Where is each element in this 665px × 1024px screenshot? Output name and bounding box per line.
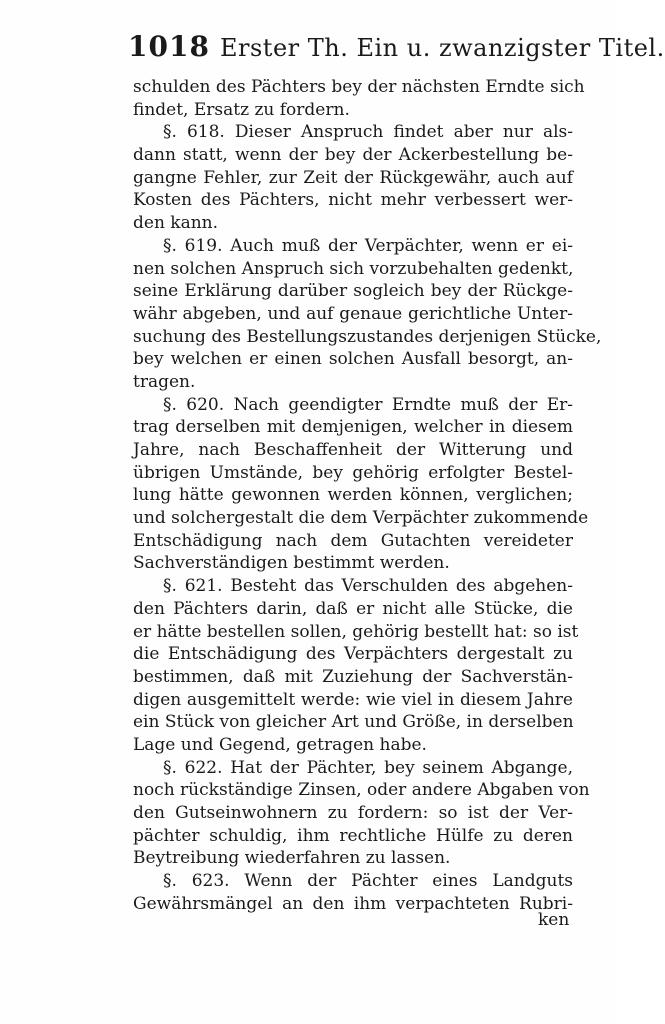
paragraph-622-start: §. 622. Hat der Pächter, bey seinem Abgange, bbox=[163, 757, 573, 778]
text-line: trag derselben mit demjenigen, welcher in diesem bbox=[133, 417, 573, 438]
text-line: bey welchen er einen solchen Ausfall besorgt, an- bbox=[133, 349, 573, 370]
text-line: schulden des Pächters bey der nächsten Erndte sich bbox=[133, 77, 585, 97]
text-line: den kann. bbox=[133, 213, 219, 234]
text-line: suchung des Bestellungszustandes derjenigen Stücke, bbox=[133, 326, 602, 347]
text-line: den Pächters darin, daß er nicht alle Stücke, die bbox=[133, 598, 573, 619]
text-line: Gewährsmängel an den ihm verpachteten Rubri- bbox=[133, 893, 573, 914]
text-line: Sachverständigen bestimmt werden. bbox=[133, 553, 450, 574]
catchword: ken bbox=[538, 910, 570, 930]
page-number: 1018 bbox=[128, 30, 210, 63]
text-line: lung hätte gewonnen werden können, verglichen; bbox=[133, 485, 573, 506]
text-line: und solchergestalt die dem Verpächter zukommende bbox=[133, 508, 589, 529]
text-line: bestimmen, daß mit Zuziehung der Sachverstän- bbox=[133, 666, 573, 687]
running-title: Erster Th. Ein u. zwanzigster Titel. bbox=[220, 34, 665, 62]
text-line: währ abgeben, und auf genaue gerichtliche Unter- bbox=[133, 303, 573, 324]
text-line: die Entschädigung des Verpächters dergestalt zu bbox=[133, 644, 573, 665]
text-line: Kosten des Pächters, nicht mehr verbessert wer- bbox=[133, 190, 573, 211]
text-line: pächter schuldig, ihm rechtliche Hülfe zu deren bbox=[133, 825, 573, 846]
body-text bbox=[133, 76, 602, 915]
text-line: er hätte bestellen sollen, gehörig bestellt hat: so ist bbox=[133, 621, 579, 642]
text-line: dann statt, wenn der bey der Ackerbestellung be- bbox=[133, 145, 573, 166]
paragraph-618-start: §. 618. Dieser Anspruch findet aber nur als- bbox=[163, 122, 573, 143]
text-line: übrigen Umstände, bey gehörig erfolgter Bestel- bbox=[133, 462, 573, 483]
text-line: ein Stück von gleicher Art und Größe, in derselben bbox=[133, 712, 574, 733]
paragraph-620-start: §. 620. Nach geendigter Erndte muß der Er- bbox=[163, 394, 573, 415]
text-line: den Gutseinwohnern zu fordern: so ist der Ver- bbox=[133, 803, 573, 823]
paragraph-621-start: §. 621. Besteht das Verschulden des abgehen- bbox=[163, 576, 573, 597]
text-line: Entschädigung nach dem Gutachten vereideter bbox=[133, 530, 573, 551]
text-line: findet, Ersatz zu fordern. bbox=[133, 99, 350, 120]
text-line: Jahre, nach Beschaffenheit der Witterung und bbox=[133, 440, 573, 460]
text-line: digen ausgemittelt werde: wie viel in diesem Jahre bbox=[133, 689, 573, 710]
text-line: tragen. bbox=[133, 371, 196, 392]
page-header bbox=[128, 30, 665, 70]
paragraph-623-start: §. 623. Wenn der Pächter eines Landguts bbox=[163, 871, 573, 892]
text-line: Beytreibung wiederfahren zu lassen. bbox=[133, 848, 451, 869]
text-line: nen solchen Anspruch sich vorzubehalten gedenkt, bbox=[133, 258, 574, 279]
text-line: noch rückständige Zinsen, oder andere Abgaben von bbox=[133, 780, 590, 801]
text-line: gangne Fehler, zur Zeit der Rückgewähr, auch auf bbox=[133, 167, 573, 188]
text-line: Lage und Gegend, getragen habe. bbox=[133, 734, 427, 755]
text-line: seine Erklärung darüber sogleich bey der Rückge- bbox=[133, 281, 573, 302]
paragraph-619-start: §. 619. Auch muß der Verpächter, wenn er ei- bbox=[163, 235, 573, 256]
